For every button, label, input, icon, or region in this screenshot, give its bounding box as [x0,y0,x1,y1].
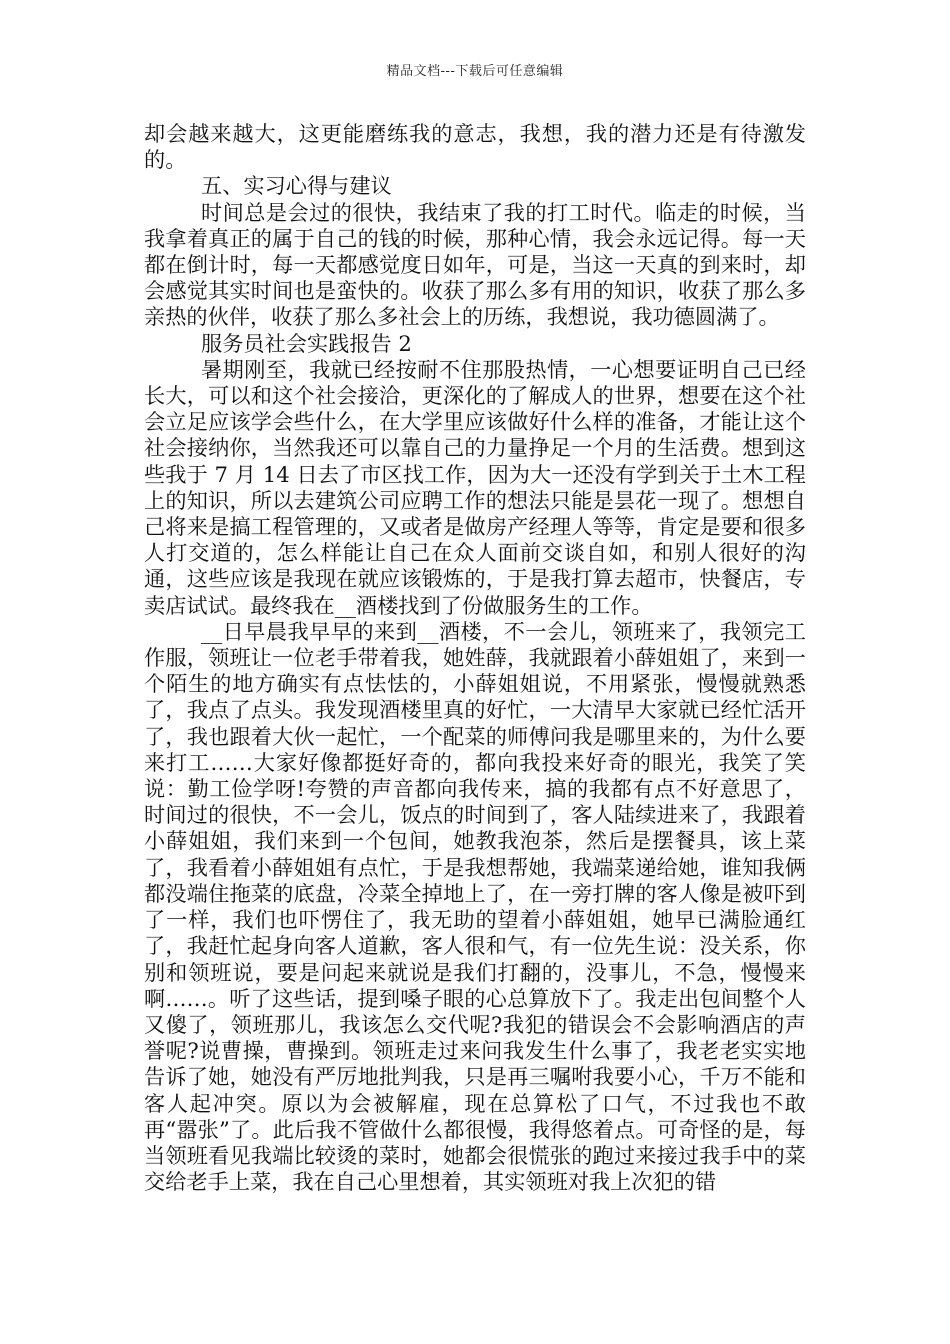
report-title-2: 服务员社会实践报告 2 [201,330,412,356]
section-heading-5: 五、实习心得与建议 [201,173,392,199]
paragraph-4: __日早晨我早早的来到__酒楼，不一会儿，领班来了，我领完工作服，领班让一位老手带着我，她姓薛，我就跟着小薛姐姐了，来到一个陌生的地方确实有点怯怯的，小薛姐姐说，不用紧张，慢慢就熟悉了，我点了点头。我发现酒楼里真的好忙，一大清早大家就已经忙活开了，我也跟着大伙一起忙，一个配菜的师傅问我是哪里来的，为什么要来打工……大家好像都挺好奇的，都向我投来好奇的眼光，我笑了笑说：勤工俭学呀!夸赞的声音都向我传来，搞的我都有点不好意思了，时间过的很快，不一会儿，饭点的时间到了，客人陆续进来了，我跟着小薛姐姐，我们来到一个包间，她教我泡茶，然后是摆餐具，该上菜了，我看着小薛姐姐有点忙，于是我想帮她，我端菜递给她，谁知我俩都没端住拖菜的底盘，冷菜全掉地上了，在一旁打牌的客人像是被吓到了一样，我们也吓愣住了，我无助的望着小薛姐姐，她早已满脸通红了，我赶忙起身向客人道歉，客人很和气，有一位先生说：没关系，你别和领班说，要是问起来就说是我们打翻的，没事儿，不急，慢慢来啊……。听了这些话，提到嗓子眼的心总算放下了。我走出包间整个人又傻了，领班那儿，我该怎么交代呢?我犯的错误会不会影响酒店的声誉呢?说曹操，曹操到。领班走过来问我发生什么事了，我老老实实地告诉了她，她没有严厉地批判我，只是再三嘱咐我要小心，千万不能和客人起冲突。原以为会被解雇，现在总算松了口气，不过我也不敢再“嚣张”了。此后我不管做什么都很慢，我得悠着点。可奇怪的是，每当领班看见我端比较烫的菜时，她都会很慌张的跑过来接过我手中的菜交给老手上菜，我在自己心里想着，其实领班对我上次犯的错 [144,618,806,1195]
paragraph-3: 暑期刚至，我就已经按耐不住那股热情，一心想要证明自己已经长大，可以和这个社会接洽，更深化的了解成人的世界，想要在这个社会立足应该学会些什么，在大学里应该做好什么样的准备，才能让这个社会接纳你，当然我还可以靠自己的力量挣足一个月的生活费。想到这些我于 7 月 14 日去了市区找工作，因为大一还没有学到关于土木工程上的知识，所以去建筑公司应聘工作的想法只能是昙花一现了。想想自己将来是搞工程管理的，又或者是做房产经理人等等，肯定是要和很多人打交道的，怎么样能让自己在众人面前交谈自如，和别人很好的沟通，这些应该是我现在就应该锻炼的，于是我打算去超市，快餐店，专卖店试试。最终我在__酒楼找到了份做服务生的工作。 [144,356,806,618]
document-body [144,121,806,1195]
paragraph-1: 却会越来越大，这更能磨练我的意志，我想，我的潜力还是有待激发的。 [144,121,806,173]
paragraph-2: 时间总是会过的很快，我结束了我的打工时代。临走的时候，当我拿着真正的属于自己的钱的时候，那种心情，我会永远记得。每一天都在倒计时，每一天都感觉度日如年，可是，当这一天真的到来时，却会感觉其实时间也是蛮快的。收获了那么多有用的知识，收获了那么多亲热的伙伴，收获了那么多社会上的历练，我想说，我功德圆满了。 [144,199,806,330]
page-header: 精品文档---下载后可任意编辑 [386,64,564,79]
